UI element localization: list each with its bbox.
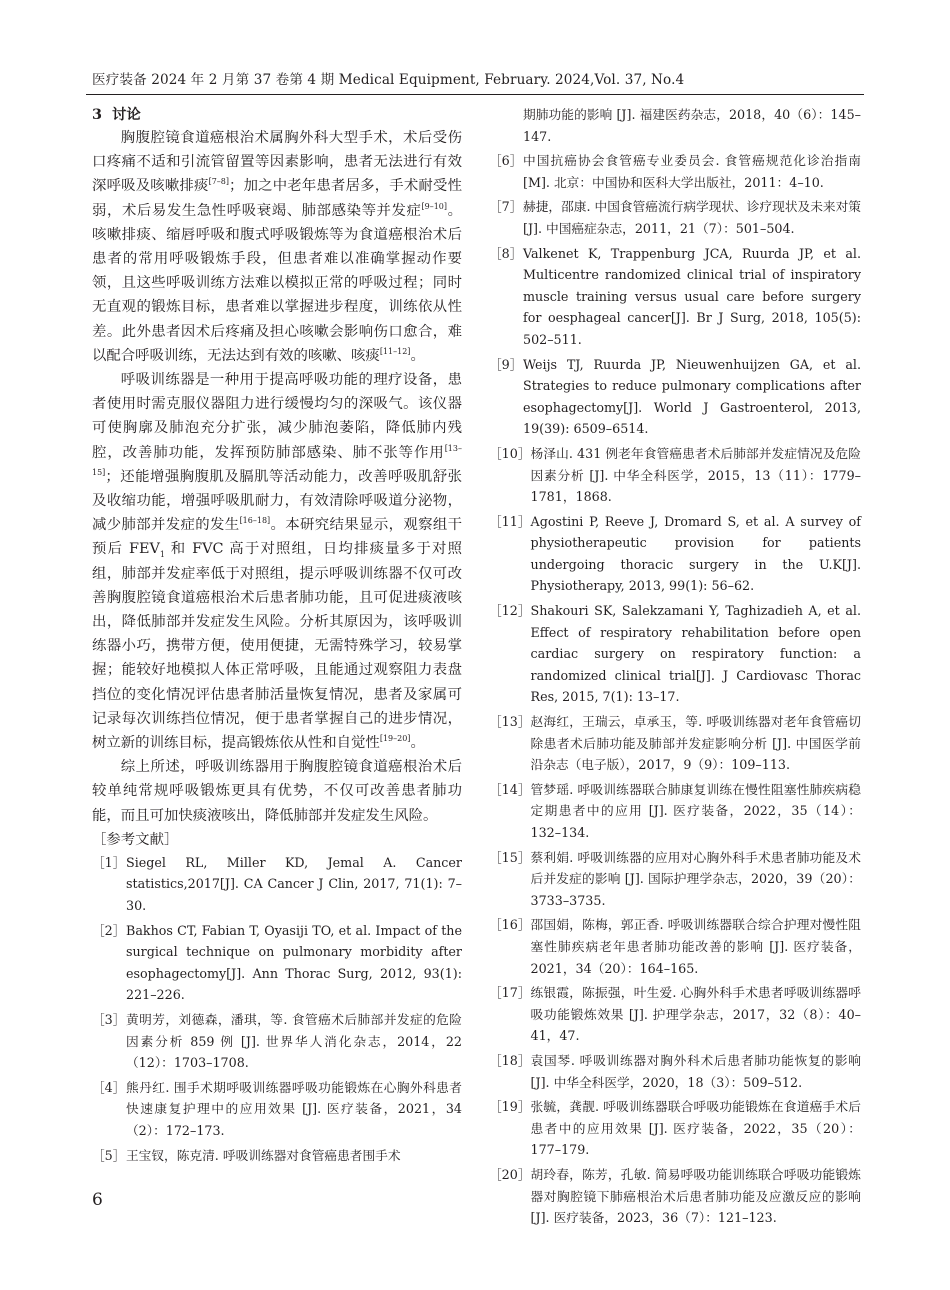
discussion-paragraph-2 — [92, 368, 462, 755]
reference-number: ［11］ — [489, 513, 531, 529]
reference-item — [489, 711, 861, 776]
reference-number: ［2］ — [92, 922, 126, 938]
paragraph-text: 。 — [410, 735, 425, 752]
citation: [16–18] — [239, 516, 271, 526]
reference-item — [489, 511, 861, 597]
page-number: 6 — [92, 1190, 103, 1210]
paragraph-text: 。 — [410, 347, 425, 364]
citation: [9–10] — [421, 201, 447, 211]
reference-item — [92, 852, 462, 917]
reference-text: Valkenet K, Trappenburg JCA, Ruurda JP, et al. Multicentre randomized clinical trial of inspiratory muscle training versus usual care before surgery for oesphageal cancer[J]. Br J Surg, 2018, 105(5): 502–511. — [523, 245, 861, 347]
paragraph-text: 。本研究结果显示，观察组干预后 FEV — [92, 517, 462, 558]
reference-text: 胡玲春，陈芳，孔敏. 简易呼吸功能训练联合呼吸功能锻炼器对胸腔镜下肺癌根治术后患者肺功能及应激反应的影响 [J]. 医疗装备，2023，36（7）：121–123. — [530, 1166, 861, 1226]
reference-number: ［16］ — [489, 917, 531, 933]
paragraph-text: ；加之中老年患者居多，手术耐受性弱，术后易发生急性呼吸衰竭、肺部感染等并发症 — [92, 178, 462, 219]
reference-item — [489, 443, 861, 508]
paragraph-text: 和 FVC 高于对照组，日均排痰量多于对照组，肺部并发症率低于对照组，提示呼吸训练器不仅可改善胸腹腔镜食道癌根治术后患者肺功能，且可促进痰液咳出，降低肺部并发症发生风险。分析其原因为，该呼吸训练器小巧，携带方便，使用便捷，无需特殊学习，较易掌握；能较好地模拟人体正常呼吸，且能通过观察阻力表盘挡位的变化情况评估患者肺活量恢复情况，患者及家属可记录每次训练挡位情况，便于患者掌握自己的进步情况，树立新的训练目标，提高锻炼依从性和自觉性 — [92, 541, 462, 752]
reference-number: ［19］ — [489, 1099, 531, 1115]
reference-text: 中国抗癌协会食管癌专业委员会. 食管癌规范化诊治指南 [M]. 北京：中国协和医科大学出版社，2011：4–10. — [523, 153, 861, 190]
reference-number: ［5］ — [92, 1147, 126, 1163]
reference-number: ［13］ — [489, 714, 531, 730]
reference-text: 蔡利娟. 呼吸训练器的应用对心胸外科手术患者肺功能及术后并发症的影响 [J]. 国际护理学杂志，2020，39（20）：3733–3735. — [530, 849, 861, 908]
reference-item — [489, 196, 861, 239]
reference-text: Agostini P, Reeve J, Dromard S, et al. A survey of physiotherapeutic provision for patients undergoing thoracic surgery in the U.K[J]. Physiotherapy, 2013, 99(1): 56–62. — [530, 513, 861, 594]
subscript: 1 — [159, 550, 165, 560]
reference-text: Shakouri SK, Salekzamani Y, Taghizadieh A, et al. Effect of respiratory rehabilitation before open cardiac surgery on respiratory function: a randomized clinical trial[J]. J Cardiovasc Thorac Res, 2015, 7(1): 13–17. — [530, 603, 861, 705]
reference-item — [489, 354, 861, 440]
right-column — [489, 104, 861, 1232]
paragraph-text: 。咳嗽排痰、缩唇呼吸和腹式呼吸锻炼等为食道癌根治术后患者的常用呼吸锻炼手段，但患者难以准确掌握动作要领，且这些呼吸训练方法难以模拟正常的呼吸过程；同时无直观的锻炼目标，患者难以掌握进步程度，训练依从性差。此外患者因术后疼痛及担心咳嗽会影响伤口愈合，难以配合呼吸训练，无法达到有效的咳嗽、咳痰 — [92, 202, 462, 364]
reference-text: 赵海红，王瑞云，卓承玉，等. 呼吸训练器对老年食管癌切除患者术后肺功能及肺部并发症影响分析 [J]. 中国医学前沿杂志（电子版），2017，9（9）：109–113. — [530, 714, 861, 773]
reference-number: ［20］ — [489, 1166, 531, 1182]
reference-item — [489, 982, 861, 1047]
reference-number: ［7］ — [489, 199, 523, 215]
discussion-paragraph-3: 综上所述，呼吸训练器用于胸腹腔镜食道癌根治术后较单纯常规呼吸锻炼更具有优势，不仅可改善患者肺功能，而且可加快痰液咳出，降低肺部并发症发生风险。 — [92, 759, 462, 824]
reference-item — [489, 779, 861, 844]
running-header: 医疗装备 2024 年 2 月第 37 卷第 4 期 Medical Equipment, February. 2024,Vol. 37, No.4 — [92, 72, 685, 88]
citation: [7–8] — [208, 177, 229, 187]
reference-item — [92, 1145, 462, 1167]
reference-text: 杨泽山. 431 例老年食管癌患者术后肺部并发症情况及危险因素分析 [J]. 中华全科医学，2015，13（11）：1779–1781，1868. — [530, 445, 861, 505]
reference-text: 管梦瑶. 呼吸训练器联合肺康复训练在慢性阻塞性肺疾病稳定期患者中的应用 [J]. 医疗装备，2022，35（14）：132–134. — [530, 781, 861, 840]
reference-number: ［14］ — [489, 781, 531, 797]
reference-item — [489, 243, 861, 351]
section-title: 讨论 — [112, 106, 141, 123]
reference-number: ［10］ — [489, 445, 531, 461]
citation: [11–12] — [379, 346, 411, 356]
reference-item — [489, 600, 861, 708]
reference-number: ［9］ — [489, 356, 523, 372]
reference-text: Weijs TJ, Ruurda JP, Nieuwenhuijzen GA, et al. Strategies to reduce pulmonary complications after esophagectomy[J]. World J Gastroenterol, 2013, 19(39): 6509–6514. — [523, 356, 861, 437]
reference-continuation — [489, 104, 861, 147]
section-heading — [92, 104, 462, 126]
section-number: 3 — [92, 106, 103, 123]
citation: [19–20] — [379, 734, 411, 744]
reference-list-left — [92, 852, 462, 1166]
reference-item — [92, 1077, 462, 1142]
reference-item — [489, 914, 861, 979]
header-rule — [86, 94, 864, 95]
reference-item — [489, 150, 861, 193]
reference-text: 王宝钗，陈克清. 呼吸训练器对食管癌患者围手术 — [126, 1147, 401, 1163]
reference-text: 邵国娟，陈梅，郭正香. 呼吸训练器联合综合护理对慢性阻塞性肺疾病老年患者肺功能改善的影响 [J]. 医疗装备，2021，34（20）：164–165. — [530, 917, 861, 976]
reference-item — [489, 1050, 861, 1093]
reference-number: ［3］ — [92, 1012, 126, 1028]
discussion-paragraph-1 — [92, 126, 462, 368]
reference-list-right — [489, 150, 861, 1229]
reference-number: ［6］ — [489, 153, 523, 169]
reference-number: ［8］ — [489, 245, 523, 261]
reference-number: ［1］ — [92, 854, 126, 870]
reference-text: 熊丹红. 围手术期呼吸训练器呼吸功能锻炼在心胸外科患者快速康复护理中的应用效果 [J]. 医疗装备，2021，34（2）：172–173. — [126, 1079, 462, 1139]
reference-item — [489, 847, 861, 912]
reference-text: Bakhos CT, Fabian T, Oyasiji TO, et al. Impact of the surgical technique on pulmonary morbidity after esophagectomy[J]. Ann Thorac Surg, 2012, 93(1): 221–226. — [126, 922, 462, 1003]
reference-item — [489, 1164, 861, 1229]
reference-text: 张毓，龚靓. 呼吸训练器联合呼吸功能锻炼在食道癌手术后患者中的应用效果 [J]. 医疗装备，2022，35（20）：177–179. — [530, 1099, 861, 1158]
citation: [13–15] — [92, 443, 462, 477]
reference-number: ［17］ — [489, 985, 531, 1001]
reference-text: 期肺功能的影响 [J]. 福建医药杂志，2018，40（6）：145–147. — [523, 107, 861, 144]
reference-text: 袁国琴. 呼吸训练器对胸外科术后患者肺功能恢复的影响 [J]. 中华全科医学，2020，18（3）：509–512. — [530, 1052, 861, 1090]
left-column — [92, 104, 462, 1169]
references-heading: ［参考文献］ — [92, 831, 179, 848]
reference-item — [489, 1096, 861, 1161]
reference-text: 赫捷，邵康. 中国食管癌流行病学现状、诊疗现状及未来对策 [J]. 中国癌症杂志，2011，21（7）：501–504. — [523, 199, 861, 236]
reference-number: ［18］ — [489, 1052, 531, 1068]
reference-number: ［15］ — [489, 849, 531, 865]
reference-text: 练银霞，陈振强，叶生爱. 心胸外科手术患者呼吸训练器呼吸功能锻炼效果 [J]. 护理学杂志，2017，32（8）：40–41，47. — [530, 985, 861, 1044]
paragraph-text: 呼吸训练器是一种用于提高呼吸功能的理疗设备，患者使用时需克服仪器阻力进行缓慢均匀的深吸气。该仪器可使胸廓及肺泡充分扩张，减少肺泡萎陷，降低肺内残腔，改善肺功能，发挥预防肺部感染、肺不张等作用 — [92, 372, 462, 461]
reference-item — [92, 1009, 462, 1074]
reference-text: 黄明芳，刘德森，潘琪，等. 食管癌术后肺部并发症的危险因素分析 859 例 [J]. 世界华人消化杂志，2014，22（12）：1703–1708. — [126, 1012, 462, 1071]
reference-item — [92, 920, 462, 1006]
paragraph-text: 胸腹腔镜食道癌根治术属胸外科大型手术，术后受伤口疼痛不适和引流管留置等因素影响，患者无法进行有效深呼吸及咳嗽排痰 — [92, 130, 462, 195]
reference-number: ［4］ — [92, 1079, 126, 1095]
reference-number: ［12］ — [489, 603, 531, 619]
reference-text: Siegel RL, Miller KD, Jemal A. Cancer statistics,2017[J]. CA Cancer J Clin, 2017, 71(1): 7–30. — [126, 854, 462, 914]
paragraph-text: ；还能增强胸腹肌及膈肌等活动能力，改善呼吸肌舒张及收缩功能，增强呼吸肌耐力，有效清除呼吸道分泌物，减少肺部并发症的发生 — [92, 468, 462, 534]
